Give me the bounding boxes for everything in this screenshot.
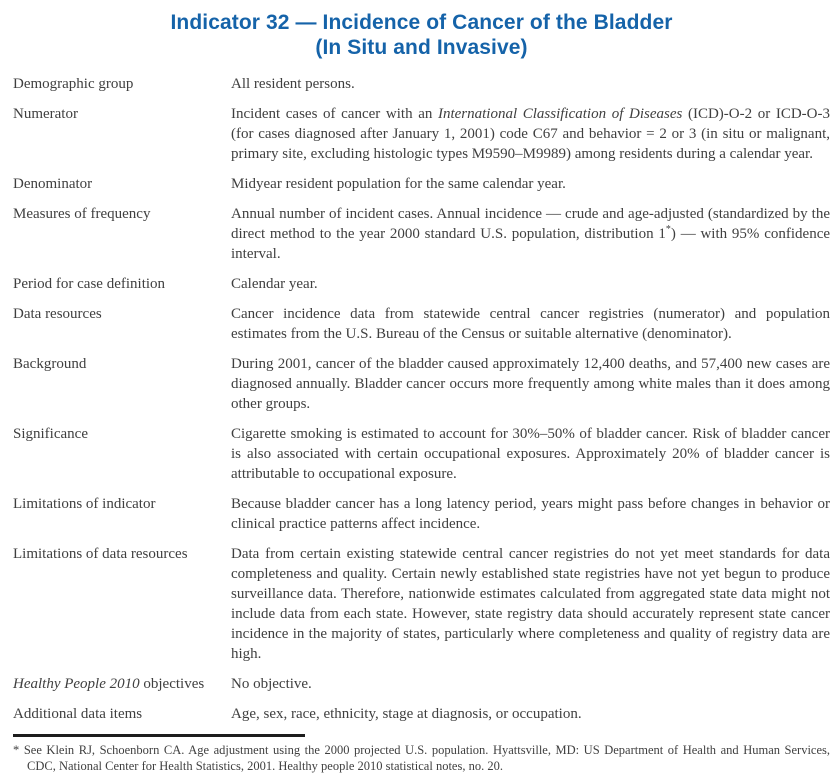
- text-run: ) — with 95% confidence interval.: [231, 226, 831, 262]
- page-title-line-1: Indicator 32 — Incidence of Cancer of the Bladder: [170, 11, 673, 34]
- text-run: Incident cases of cancer with an: [231, 106, 438, 122]
- row-value: [231, 274, 830, 294]
- row-label: [13, 174, 231, 194]
- text-run: Additional data items: [13, 706, 143, 722]
- text-run: Data resources: [13, 306, 102, 322]
- text-run: Measures of frequency: [13, 206, 151, 222]
- definition-row: [13, 674, 830, 694]
- divider-rule: [13, 734, 305, 737]
- row-label: [13, 494, 231, 534]
- text-run: Age, sex, race, ethnicity, stage at diagnosis, or occupation.: [231, 706, 582, 722]
- definition-row: [13, 424, 830, 484]
- definition-row: [13, 304, 830, 344]
- text-run: Numerator: [13, 106, 78, 122]
- page-title: [13, 10, 830, 60]
- row-label: [13, 674, 231, 694]
- row-value: [231, 424, 830, 484]
- definition-row: [13, 204, 830, 264]
- text-run: Limitations of indicator: [13, 496, 156, 512]
- text-run: Midyear resident population for the same calendar year.: [231, 176, 566, 192]
- row-label: [13, 204, 231, 264]
- definition-row: [13, 74, 830, 94]
- definition-row: [13, 494, 830, 534]
- definition-row: [13, 274, 830, 294]
- row-value: [231, 104, 830, 164]
- row-value: [231, 704, 830, 724]
- text-run: Significance: [13, 426, 88, 442]
- definition-row: [13, 104, 830, 164]
- row-value: [231, 304, 830, 344]
- italic-text-run: International Classification of Diseases: [437, 106, 683, 122]
- text-run: Data from certain existing statewide central cancer registries do not yet meet standards for data completeness and quality. Certain newly established state registries have not yet begun to produce surveillance data. Therefore, nationwide estimates calculated from aggregated state data might not include data from each state. However, state registry data should accurately represent state cancer incidence in the majority of states, particularly where completeness and quality of registry data are high.: [231, 546, 830, 662]
- definition-row: [13, 544, 830, 664]
- row-value: [231, 544, 830, 664]
- superscript-asterisk: *: [665, 224, 671, 235]
- footnote-text: See Klein RJ, Schoenborn CA. Age adjustment using the 2000 projected U.S. population. Hyattsville, MD: US Department of Health and Human Services, CDC, National Center for Health Statistics, 2001. Healthy people 2010 statistical notes, no. 20.: [23, 743, 831, 773]
- definition-row: [13, 704, 830, 724]
- footnote: [13, 742, 830, 774]
- row-label: [13, 354, 231, 414]
- row-label: [13, 74, 231, 94]
- row-label: [13, 104, 231, 164]
- definition-list: [13, 74, 830, 724]
- italic-text-run: Healthy People 2010: [13, 676, 140, 692]
- row-label: [13, 544, 231, 664]
- text-run: Denominator: [13, 176, 93, 192]
- text-run: During 2001, cancer of the bladder caused approximately 12,400 deaths, and 57,400 new cases are diagnosed annually. Bladder cancer occurs more frequently among white males than it does among other groups.: [231, 356, 830, 412]
- row-label: [13, 304, 231, 344]
- row-label: [13, 274, 231, 294]
- row-value: [231, 494, 830, 534]
- definition-row: [13, 354, 830, 414]
- row-label: [13, 424, 231, 484]
- row-value: [231, 74, 830, 94]
- row-value: [231, 204, 830, 264]
- text-run: Annual number of incident cases. Annual incidence — crude and age-adjusted (standardized by the direct method to the year 2000 standard U.S. population, distribution 1: [231, 206, 830, 242]
- row-label: [13, 704, 231, 724]
- text-run: Cancer incidence data from statewide central cancer registries (numerator) and population estimates from the U.S. Bureau of the Census or suitable alternative (denominator).: [231, 306, 830, 342]
- text-run: (ICD)-O-2 or ICD-O-3 (for cases diagnosed after January 1, 2001) code C67 and behavior = 2 or 3 (in situ or malignant, primary site, excluding histologic types M9590–M9989) among residents during a calendar year.: [231, 106, 831, 162]
- footnote-marker: *: [13, 743, 20, 757]
- text-run: Limitations of data resources: [13, 546, 188, 562]
- text-run: Cigarette smoking is estimated to account for 30%–50% of bladder cancer. Risk of bladder cancer is also associated with certain occupational exposures. Approximately 20% of bladder cancer is attributable to occupational exposure.: [231, 426, 830, 482]
- text-run: All resident persons.: [231, 76, 355, 92]
- text-run: Demographic group: [13, 76, 134, 92]
- text-run: No objective.: [231, 676, 312, 692]
- row-value: [231, 674, 830, 694]
- row-value: [231, 354, 830, 414]
- text-run: Period for case definition: [13, 276, 166, 292]
- text-run: objectives: [139, 676, 205, 692]
- text-run: Background: [13, 356, 87, 372]
- definition-row: [13, 174, 830, 194]
- text-run: Calendar year.: [231, 276, 318, 292]
- row-value: [231, 174, 830, 194]
- page-title-line-2: (In Situ and Invasive): [315, 36, 528, 59]
- text-run: Because bladder cancer has a long latency period, years might pass before changes in behavior or clinical practice patterns affect incidence.: [231, 496, 830, 532]
